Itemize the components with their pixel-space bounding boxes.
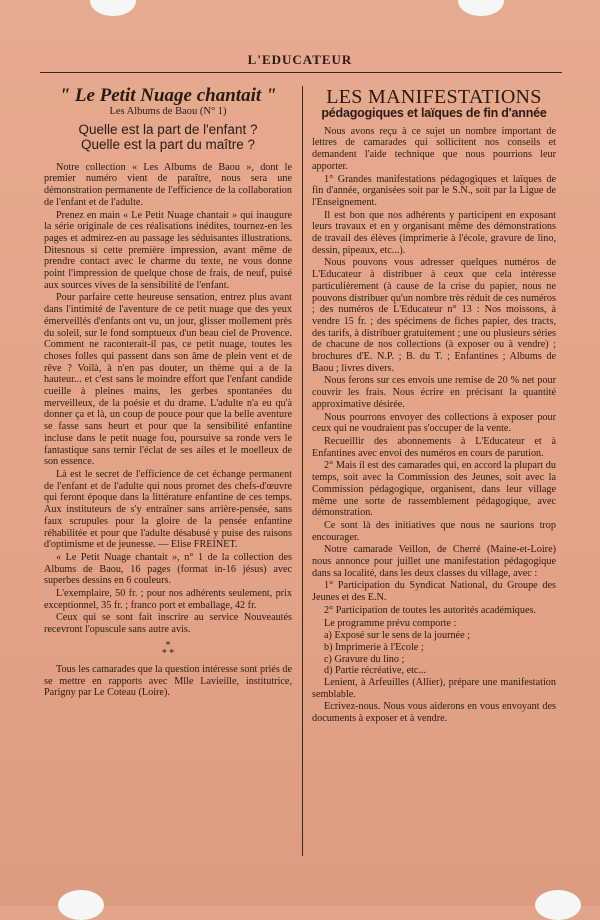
article-title: " Le Petit Nuage chantait "	[59, 85, 277, 106]
right-column	[312, 86, 556, 726]
question-1: Quelle est la part de l'enfant ?	[78, 121, 258, 137]
paragraph: Prenez en main « Le Petit Nuage chantait » qui inaugure la série originale de ces réalisations inédites, tournez-en les pages et admirez-en au passage les séduisantes illustrations. Ditesnous si cette première impression, avant même de prendre contact avec le charme du texte, ne vous donne point l'impression de quelque chose de frais, de neuf, puisé aux sources vives de la sensibilité de l'enfant.	[44, 209, 292, 291]
paragraph: Nous avons reçu à ce sujet un nombre important de lettres de camarades qui sollicitent nos conseils et demandent l'aide technique que nous pourrions leur apporter.	[312, 125, 556, 172]
journal-header: L'EDUCATEUR	[247, 52, 353, 67]
paragraph: L'exemplaire, 50 fr. ; pour nos adhérents seulement, prix exceptionnel, 35 fr. ; franco port et emballage, 42 fr.	[44, 588, 292, 611]
paragraph: Lenient, à Arfeuilles (Allier), prépare une manifestation semblable.	[312, 677, 556, 700]
paragraph: 2° Mais il est des camarades qui, en accord la plupart du temps, soit avec la Commission des Jeunes, soit avec la Commission pédagogique, organisent, dans leur village même une sorte de rassemblement pédagogique, avec démonstration.	[312, 460, 556, 519]
separator-stars: * * *	[161, 639, 175, 659]
punch-hole	[90, 0, 136, 16]
paragraph: Le programme prévu comporte :	[324, 617, 457, 629]
list-item: 1° Participation du Syndicat National, du Groupe des Jeunes et des E.N.	[312, 580, 556, 604]
paragraph: Pour parfaire cette heureuse sensation, entrez plus avant dans l'intimité de l'aventure de ce petit nuage que des yeux émerveillés d'enfants ont vu, un jour, glisser mollement près du soleil, sur le fond somptueux d'un beau ciel de Provence. Comment ne raconterait-il pas, ce petit nuage, toutes les choses folles qui passent dans son âme de plein vent et de rêve ? Voilà, à n'en pas douter, un thème qui a de la hauteur... et c'est sans le moindre effort que l'enfant candide cueille à pleines mains, les gerbes spontanées du merveilleux, de la poésie et du drame. L'adulte n'a eu qu'à donner ça et là, un coup de pouce pour que la belle aventure se fasse sans heurt et pour que la sensibilité enfantine incluse dans le petit nuage fou, poursuive sa ronde vers le fantastique sans ternir l'éclat de ses ailes et le moelleux de son essence.	[44, 292, 292, 468]
punch-hole	[535, 890, 581, 920]
punch-hole	[458, 0, 504, 16]
paragraph: Notre camarade Veillon, de Cherré (Maine-et-Loire) nous annonce pour juillet une manifestation pédagogique dans sa localité, dans les deux classes du village, avec :	[312, 544, 556, 579]
list-item: d) Partie récréative, etc...	[324, 665, 427, 677]
paragraph: « Le Petit Nuage chantait », n° 1 de la collection des Albums de Baou, 16 pages (format in-16 jésus) avec superbes dessins en 6 couleurs.	[44, 551, 292, 587]
paragraph: 1° Grandes manifestations pédagogiques et laïques de fin d'année, organisées soit par le S.N., soit par la Ligue de l'Enseignement.	[312, 173, 556, 208]
article-subtitle: Les Albums de Baou (N° 1)	[109, 106, 227, 117]
question-2: Quelle est la part du maître ?	[80, 136, 256, 152]
paragraph: Ecrivez-nous. Nous vous aiderons en vous envoyant des documents à exposer et à vendre.	[312, 701, 556, 725]
article-title: LES MANIFESTATIONS	[326, 86, 542, 108]
paragraph: Notre collection « Les Albums de Baou », dont le premier numéro vient de paraître, nous sera une démonstration permanente de l'efficience de la collaboration de l'enfant et de l'adulte.	[44, 161, 292, 208]
paragraph: Nous pouvons vous adresser quelques numéros de L'Educateur à distribuer à ceux que cela intéresse particulièrement (à cause de la crise du papier, nous ne pouvons distribuer qu'un nombre très réduit de ces numéros ; des numéros de L'Educateur n° 13 : Nos moissons, à vendre 15 fr. ; des spécimens de fiches papier, des tracts, des tarifs, à distribuer gratuitement ; une ou plusieurs séries de chacune de nos collections (à exposer ou à vendre) ; brochures d'E. N.P. ; B. du T. ; Enfantines ; Albums de Baou ; livres divers.	[312, 257, 556, 374]
paragraph: Tous les camarades que la question intéresse sont priés de se mettre en rapports avec Mlle Lavieille, institutrice, Parigny par Le Coteau (Loire).	[44, 663, 292, 699]
header-rule	[40, 72, 562, 73]
list-item: c) Gravure du lino ;	[324, 653, 405, 665]
paragraph: Il est bon que nos adhérents y participent en exposant leurs travaux et en y organisant même des démonstrations de travail des élèves (imprimerie à l'école, gravure de lino, dessin, pipeaux, etc...).	[312, 209, 556, 256]
paragraph: Nous ferons sur ces envois une remise de 20 % net pour couvrir les frais. Nous écrire en précisant la quantité approximative désirée.	[312, 375, 556, 410]
left-column	[44, 86, 292, 700]
paragraph: Là est le secret de l'efficience de cet échange permanent de l'enfant et de l'adulte qui nous promet des chefs-d'œuvre qui feront époque dans la littérature enfantine de ces temps. Aux instituteurs de s'y entraîner sans arrière-pensée, sans faux scrupules pour la gloire de la pensée enfantine réhabilitée et pour que l'adulte désabusé y puise des raisons d'optimisme et de jeunesse. — Elise FREINET.	[44, 468, 292, 551]
article-subtitle: pédagogiques et laïques de fin d'année	[321, 106, 547, 120]
list-item: a) Exposé sur le sens de la journée ;	[324, 630, 470, 642]
paragraph: Ce sont là des initiatives que nous ne saurions trop encourager.	[312, 519, 556, 543]
paragraph: Recueillir des abonnements à L'Educateur et à Enfantines avec envoi des numéros en cours de parution.	[312, 435, 556, 459]
list-item: 2° Participation de toutes les autorités académiques.	[324, 604, 537, 616]
punch-hole	[58, 890, 104, 920]
list-item: b) Imprimerie à l'Ecole ;	[324, 641, 424, 653]
column-divider	[302, 86, 303, 856]
paragraph: Ceux qui se sont fait inscrire au service Nouveautés recevront l'opuscule sans autre avis.	[44, 612, 292, 636]
paragraph: Nous pourrons envoyer des collections à exposer pour ceux qui ne voudraient pas s'occuper de la vente.	[312, 411, 556, 435]
